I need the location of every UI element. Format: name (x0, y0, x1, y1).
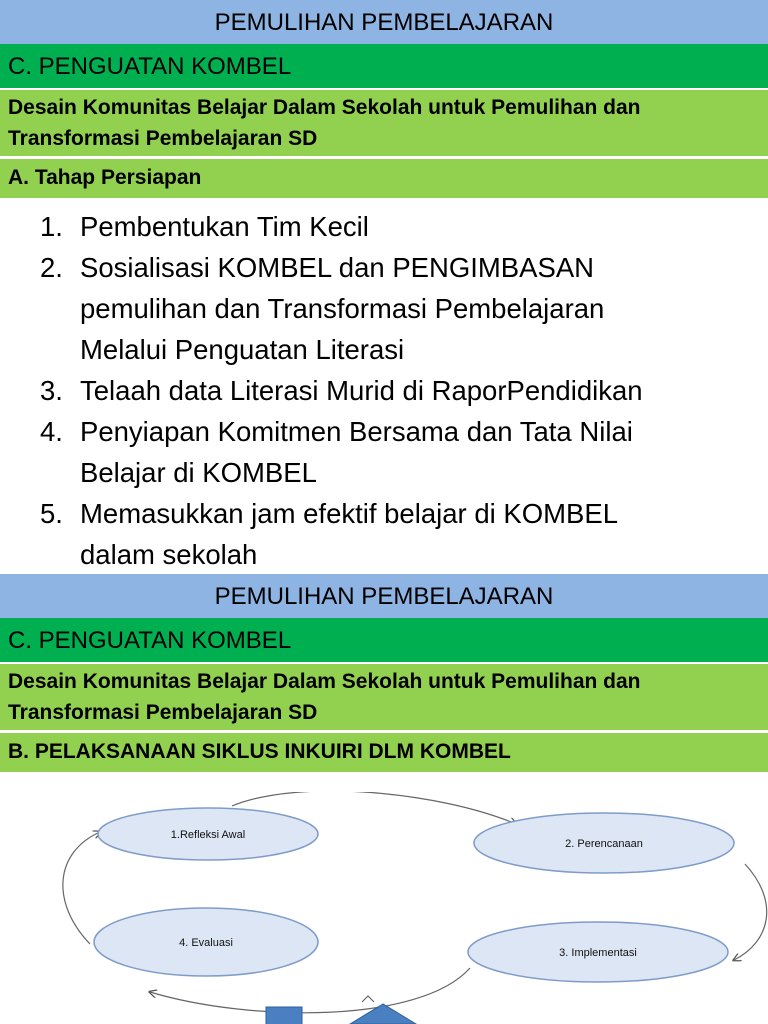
list-item (40, 411, 768, 493)
list-item-text: Penyiapan Komitmen Bersama dan Tata Nilai Belajar di KOMBEL (80, 416, 633, 488)
section-heading: C. PENGUATAN KOMBEL (0, 44, 768, 88)
inquiry-cycle-diagram (0, 792, 768, 1024)
list-item-number: 5. (40, 498, 63, 529)
description-heading: Desain Komunitas Belajar Dalam Sekolah untuk Pemulihan dan Transformasi Pembelajaran SD (0, 88, 768, 156)
cycle-node-label: 4. Evaluasi (179, 937, 233, 949)
list-item-text: Telaah data Literasi Murid di RaporPendidikan (80, 375, 643, 406)
step-heading: B. PELAKSANAAN SIKLUS INKUIRI DLM KOMBEL (0, 730, 768, 772)
list-item (40, 493, 768, 575)
list-item-number: 4. (40, 416, 63, 447)
list-item-number: 3. (40, 375, 63, 406)
preparation-steps-list (0, 198, 768, 575)
cycle-arrow-right (734, 864, 767, 960)
section-heading: C. PENGUATAN KOMBEL (0, 618, 768, 662)
list-item (40, 247, 768, 370)
list-item (40, 206, 768, 247)
list-item-text: Sosialisasi KOMBEL dan PENGIMBASAN pemulihan dan Transformasi Pembelajaran Melalui Penguatan Literasi (80, 252, 605, 365)
description-heading: Desain Komunitas Belajar Dalam Sekolah untuk Pemulihan dan Transformasi Pembelajaran SD (0, 662, 768, 730)
list-item-text: Memasukkan jam efektif belajar di KOMBEL dalam sekolah (80, 498, 618, 570)
cycle-node-planning (474, 813, 734, 873)
list-item-text: Pembentukan Tim Kecil (80, 211, 369, 242)
list-item (40, 370, 768, 411)
slide-title: PEMULIHAN PEMBELAJARAN (0, 574, 768, 618)
list-item-number: 1. (40, 211, 63, 242)
step-heading: A. Tahap Persiapan (0, 156, 768, 198)
cycle-node-label: 3. Implementasi (559, 947, 637, 959)
cycle-node-evaluation (94, 908, 318, 976)
list-item-number: 2. (40, 252, 63, 283)
slide-title: PEMULIHAN PEMBELAJARAN (0, 0, 768, 44)
cycle-node-label: 1.Refleksi Awal (170, 829, 246, 841)
cycle-node-reflection (98, 808, 318, 860)
slide-implementation (0, 574, 768, 1024)
cycle-arrow-left (63, 832, 100, 944)
up-arrow-shape (350, 1004, 416, 1024)
cycle-node-label: 2. Perencanaan (565, 838, 643, 850)
caret-glyph (362, 996, 374, 1002)
cycle-node-implementation (468, 922, 728, 982)
blue-square-shape (266, 1007, 302, 1024)
